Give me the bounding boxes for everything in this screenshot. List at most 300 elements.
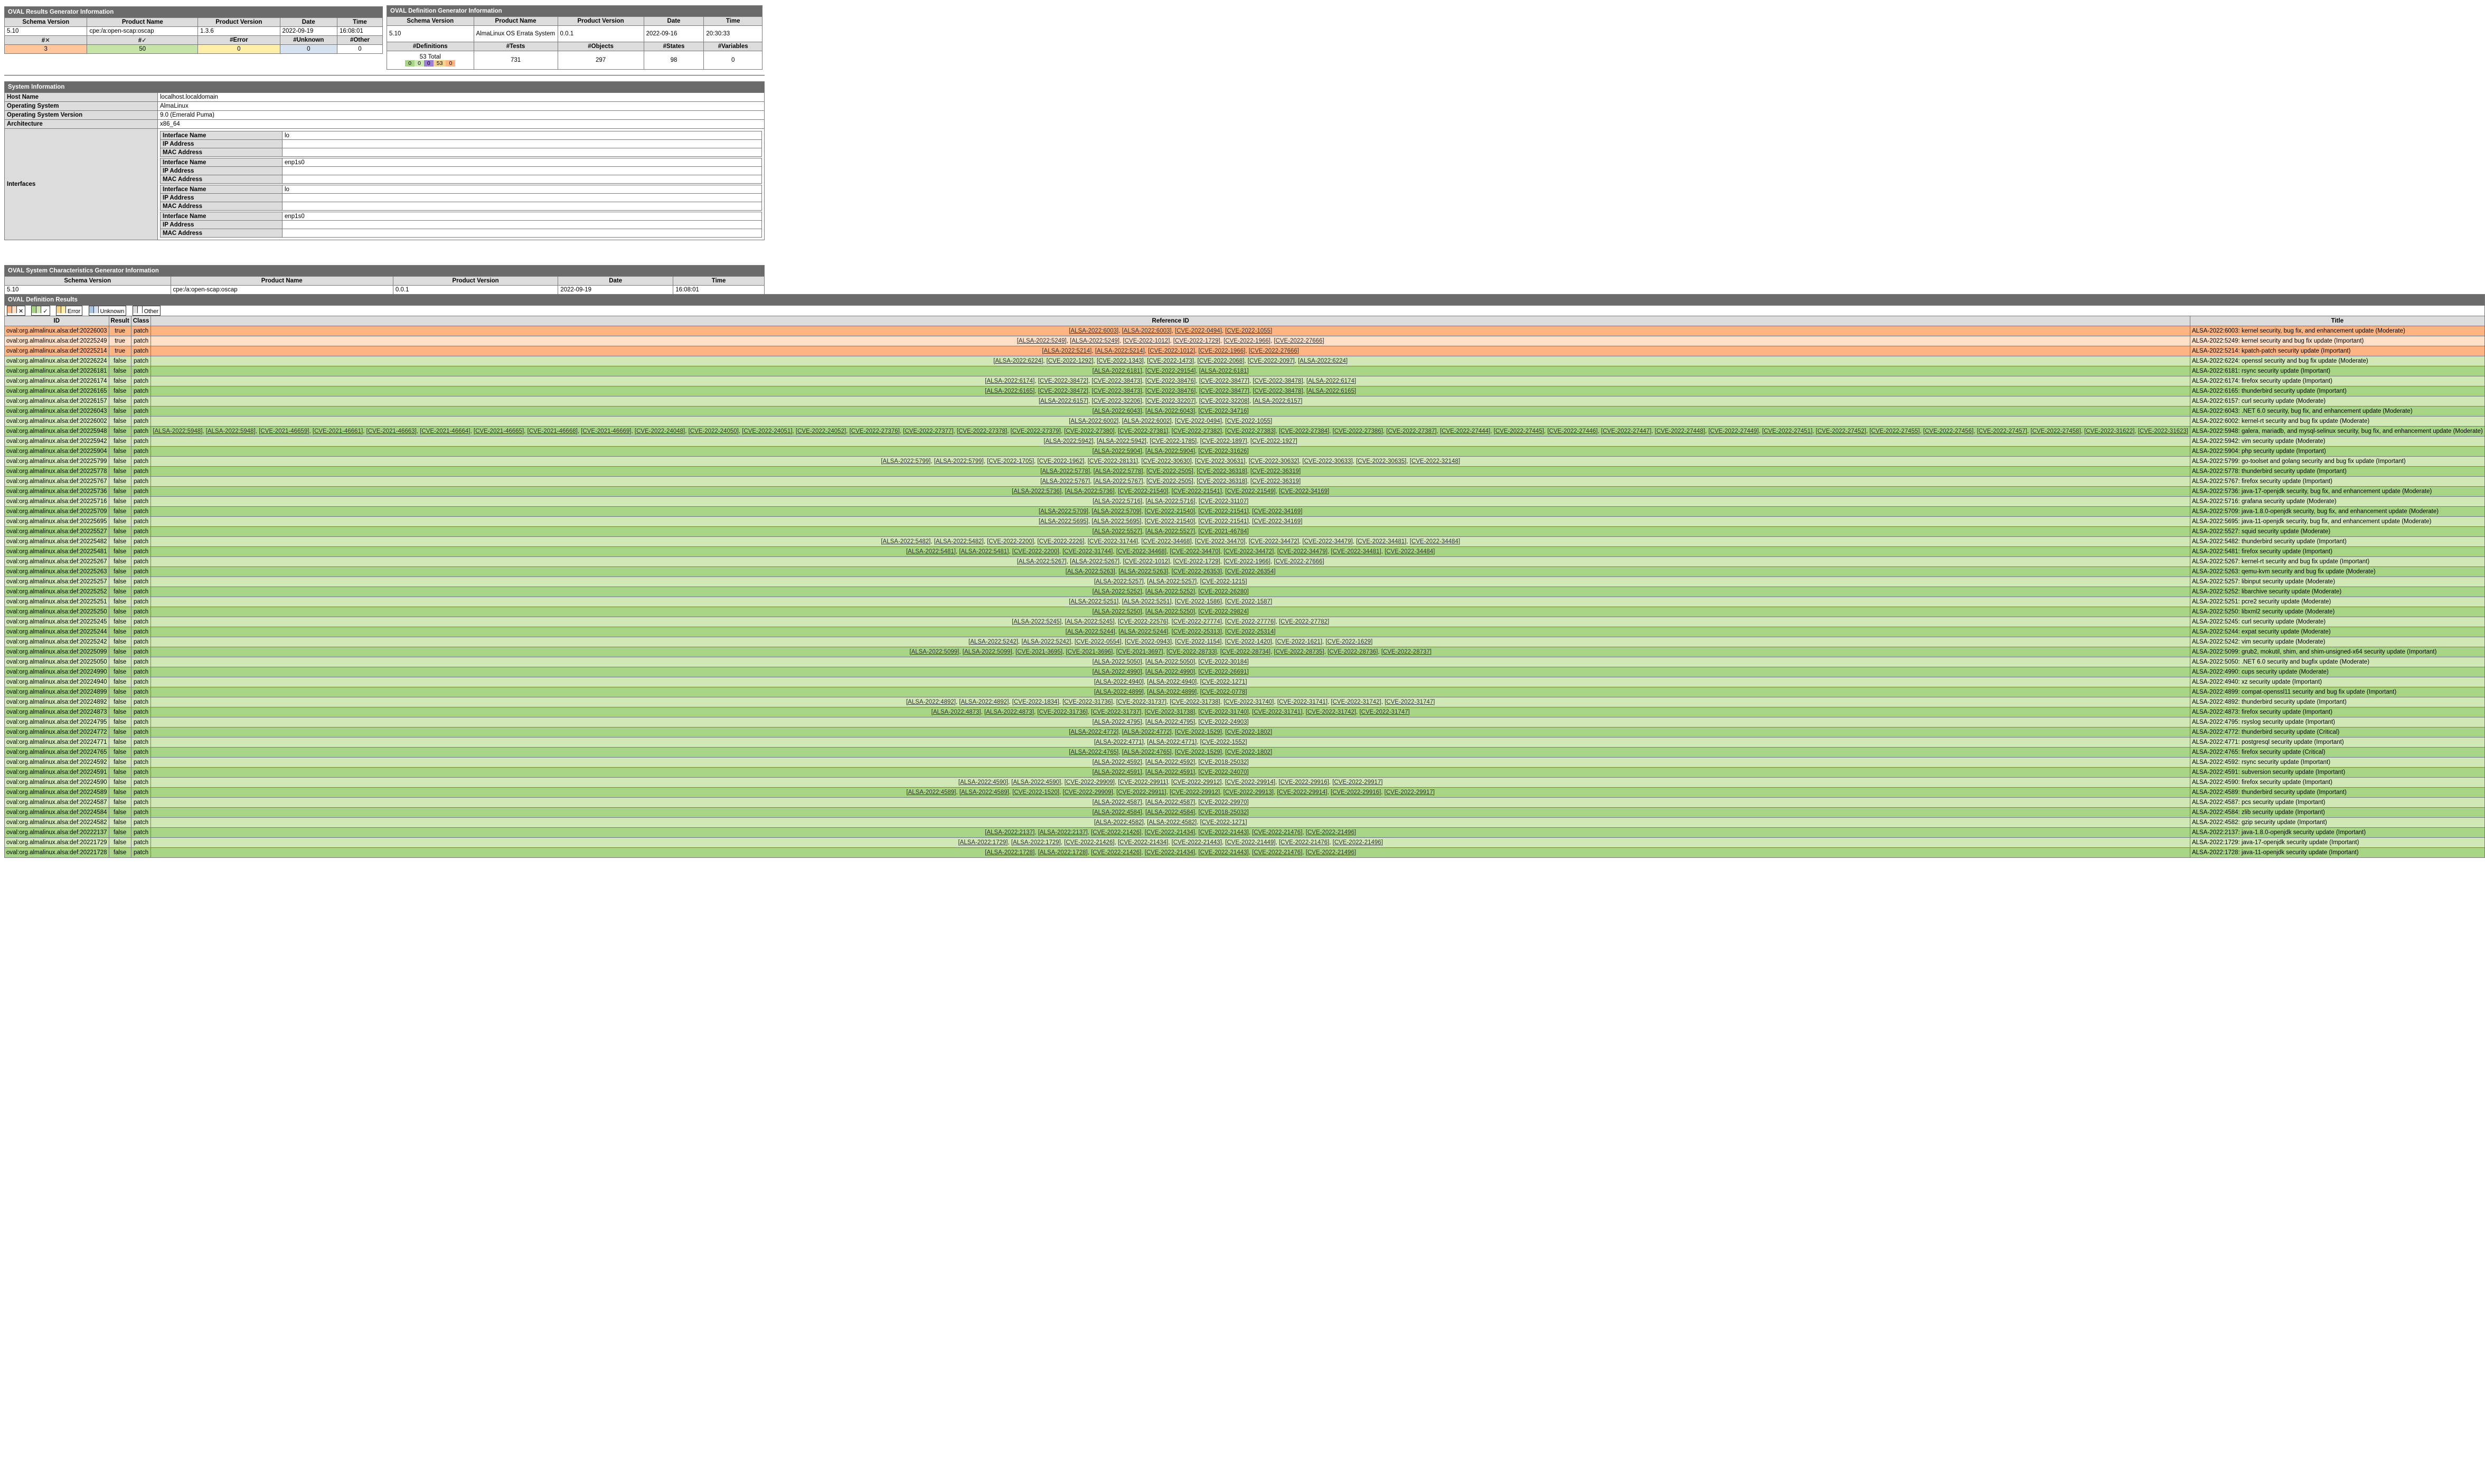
- reference-link[interactable]: CVE-2022-27444: [1442, 428, 1489, 434]
- reference-link[interactable]: CVE-2022-27666: [1250, 347, 1297, 354]
- reference-link[interactable]: CVE-2022-24051: [743, 428, 791, 434]
- reference-link[interactable]: CVE-2022-24070: [1200, 769, 1247, 776]
- reference-link[interactable]: CVE-2022-30184: [1200, 658, 1247, 665]
- reference-link[interactable]: ALSA-2022:6181: [1200, 367, 1247, 374]
- reference-link[interactable]: ALSA-2022:5695: [1093, 518, 1140, 525]
- reference-link[interactable]: ALSA-2022:5904: [1147, 448, 1193, 455]
- reference-link[interactable]: CVE-2022-1897: [1201, 438, 1246, 445]
- reference-link[interactable]: CVE-2022-2226: [1039, 538, 1083, 545]
- reference-link[interactable]: CVE-2022-21443: [1200, 849, 1247, 856]
- reference-link[interactable]: CVE-2022-21541: [1200, 518, 1247, 525]
- reference-link[interactable]: ALSA-2022:5482: [882, 538, 929, 545]
- reference-link[interactable]: CVE-2022-30633: [1304, 458, 1351, 465]
- reference-link[interactable]: CVE-2022-1621: [1277, 638, 1321, 645]
- reference-link[interactable]: ALSA-2022:6224: [1300, 357, 1346, 364]
- reference-link[interactable]: ALSA-2022:5481: [908, 548, 954, 555]
- reference-link[interactable]: CVE-2022-34468: [1143, 538, 1190, 545]
- reference-link[interactable]: CVE-2022-38472: [1039, 387, 1087, 394]
- reference-link[interactable]: CVE-2022-27376: [851, 428, 898, 434]
- legend-error[interactable]: [56, 306, 82, 316]
- reference-link[interactable]: ALSA-2022:6174: [1308, 377, 1354, 384]
- reference-link[interactable]: ALSA-2022:4591: [1094, 769, 1141, 776]
- reference-link[interactable]: CVE-2018-25032: [1200, 809, 1247, 816]
- reference-link[interactable]: ALSA-2022:1729: [1013, 839, 1059, 846]
- reference-link[interactable]: CVE-2022-31738: [1171, 698, 1219, 705]
- reference-link[interactable]: CVE-2022-1629: [1327, 638, 1371, 645]
- reference-link[interactable]: CVE-2022-2097: [1249, 357, 1293, 364]
- reference-link[interactable]: CVE-2022-21443: [1173, 839, 1220, 846]
- reference-link[interactable]: CVE-2022-27377: [905, 428, 952, 434]
- reference-link[interactable]: CVE-2022-25313: [1173, 628, 1220, 635]
- reference-link[interactable]: ALSA-2022:5252: [1094, 588, 1141, 595]
- reference-link[interactable]: CVE-2022-1271: [1201, 678, 1246, 685]
- reference-link[interactable]: CVE-2022-29917: [1386, 789, 1433, 796]
- reference-link[interactable]: ALSA-2022:4771: [1149, 739, 1196, 745]
- reference-link[interactable]: CVE-2022-1587: [1227, 598, 1270, 605]
- reference-link[interactable]: CVE-2021-3695: [1017, 648, 1061, 655]
- reference-link[interactable]: CVE-2018-25032: [1200, 759, 1247, 765]
- reference-link[interactable]: ALSA-2022:5778: [1095, 468, 1142, 475]
- reference-link[interactable]: CVE-2022-28737: [1382, 648, 1430, 655]
- reference-link[interactable]: CVE-2022-26691: [1200, 668, 1247, 675]
- reference-link[interactable]: ALSA-2022:5799: [935, 458, 982, 465]
- reference-link[interactable]: CVE-2022-21540: [1146, 508, 1193, 515]
- reference-link[interactable]: CVE-2022-1215: [1201, 578, 1246, 585]
- reference-link[interactable]: CVE-2022-1529: [1176, 749, 1220, 755]
- reference-link[interactable]: ALSA-2022:5799: [882, 458, 929, 465]
- reference-link[interactable]: ALSA-2022:5242: [1023, 638, 1070, 645]
- reference-link[interactable]: ALSA-2022:4772: [1070, 729, 1117, 735]
- reference-link[interactable]: CVE-2022-21540: [1146, 518, 1193, 525]
- reference-link[interactable]: CVE-2022-1962: [1039, 458, 1083, 465]
- reference-link[interactable]: CVE-2022-1705: [989, 458, 1032, 465]
- reference-link[interactable]: ALSA-2022:5948: [207, 428, 254, 434]
- reference-link[interactable]: ALSA-2022:6002: [1123, 418, 1170, 424]
- reference-link[interactable]: CVE-2021-46669: [582, 428, 630, 434]
- reference-link[interactable]: CVE-2022-27449: [1710, 428, 1757, 434]
- reference-link[interactable]: CVE-2022-1520: [1014, 789, 1058, 796]
- reference-link[interactable]: CVE-2022-27382: [1173, 428, 1220, 434]
- reference-link[interactable]: CVE-2022-38478: [1254, 387, 1302, 394]
- reference-link[interactable]: ALSA-2022:5244: [1120, 628, 1167, 635]
- reference-link[interactable]: CVE-2022-27776: [1227, 618, 1274, 625]
- reference-link[interactable]: CVE-2022-30635: [1358, 458, 1405, 465]
- reference-link[interactable]: CVE-2022-21426: [1066, 839, 1113, 846]
- reference-link[interactable]: CVE-2022-34468: [1117, 548, 1165, 555]
- reference-link[interactable]: ALSA-2022:5099: [964, 648, 1011, 655]
- reference-link[interactable]: ALSA-2022:4589: [908, 789, 955, 796]
- reference-link[interactable]: CVE-2022-1586: [1176, 598, 1220, 605]
- reference-link[interactable]: ALSA-2022:5245: [1066, 618, 1113, 625]
- reference-link[interactable]: ALSA-2022:6043: [1147, 408, 1193, 414]
- reference-link[interactable]: CVE-2022-27381: [1119, 428, 1167, 434]
- reference-link[interactable]: ALSA-2022:4795: [1094, 719, 1141, 725]
- reference-link[interactable]: CVE-2022-29909: [1064, 789, 1112, 796]
- reference-link[interactable]: CVE-2022-1012: [1124, 558, 1169, 565]
- reference-link[interactable]: CVE-2022-31747: [1361, 708, 1408, 715]
- reference-link[interactable]: CVE-2022-1012: [1124, 337, 1169, 344]
- reference-link[interactable]: CVE-2022-31744: [1064, 548, 1112, 555]
- reference-link[interactable]: ALSA-2022:4940: [1149, 678, 1196, 685]
- reference-link[interactable]: CVE-2022-0778: [1201, 688, 1246, 695]
- reference-link[interactable]: ALSA-2022:5050: [1147, 658, 1193, 665]
- reference-link[interactable]: CVE-2022-27445: [1495, 428, 1542, 434]
- reference-link[interactable]: ALSA-2022:5709: [1093, 508, 1140, 515]
- reference-link[interactable]: CVE-2022-26354: [1227, 568, 1274, 575]
- reference-link[interactable]: ALSA-2022:5482: [935, 538, 982, 545]
- reference-link[interactable]: ALSA-2022:4899: [1096, 688, 1142, 695]
- reference-link[interactable]: CVE-2022-1927: [1252, 438, 1296, 445]
- reference-link[interactable]: CVE-2022-38473: [1093, 387, 1141, 394]
- reference-link[interactable]: ALSA-2022:4587: [1094, 799, 1141, 806]
- reference-link[interactable]: ALSA-2022:6181: [1094, 367, 1141, 374]
- reference-link[interactable]: CVE-2022-34169: [1254, 518, 1301, 525]
- reference-link[interactable]: CVE-2022-2200: [989, 538, 1032, 545]
- reference-link[interactable]: ALSA-2022:5249: [1071, 337, 1118, 344]
- reference-link[interactable]: CVE-2021-3696: [1067, 648, 1112, 655]
- reference-link[interactable]: CVE-2022-27383: [1227, 428, 1274, 434]
- reference-link[interactable]: ALSA-2022:5767: [1095, 478, 1142, 485]
- reference-link[interactable]: CVE-2021-46663: [368, 428, 415, 434]
- reference-link[interactable]: CVE-2022-1785: [1151, 438, 1196, 445]
- reference-link[interactable]: CVE-2022-28733: [1168, 648, 1216, 655]
- reference-link[interactable]: CVE-2022-1271: [1201, 819, 1246, 826]
- reference-link[interactable]: CVE-2022-31742: [1307, 708, 1354, 715]
- reference-link[interactable]: CVE-2022-38478: [1254, 377, 1302, 384]
- reference-link[interactable]: ALSA-2022:4765: [1070, 749, 1117, 755]
- reference-link[interactable]: CVE-2022-32206: [1093, 398, 1141, 404]
- reference-link[interactable]: CVE-2022-27457: [1978, 428, 2026, 434]
- reference-link[interactable]: ALSA-2022:5481: [961, 548, 1008, 555]
- reference-link[interactable]: CVE-2022-38472: [1039, 377, 1087, 384]
- reference-link[interactable]: CVE-2022-31623: [2139, 428, 2187, 434]
- reference-link[interactable]: CVE-2022-21476: [1254, 829, 1301, 836]
- reference-link[interactable]: CVE-2022-2505: [1148, 478, 1192, 485]
- reference-link[interactable]: ALSA-2022:5250: [1094, 608, 1141, 615]
- reference-link[interactable]: CVE-2022-31738: [1146, 708, 1193, 715]
- reference-link[interactable]: CVE-2022-38476: [1147, 387, 1194, 394]
- reference-link[interactable]: CVE-2022-1802: [1227, 749, 1270, 755]
- reference-link[interactable]: ALSA-2022:4873: [986, 708, 1032, 715]
- reference-link[interactable]: ALSA-2022:5736: [1013, 488, 1060, 495]
- reference-link[interactable]: CVE-2022-1055: [1227, 418, 1270, 424]
- reference-link[interactable]: CVE-2022-27387: [1388, 428, 1435, 434]
- reference-link[interactable]: ALSA-2022:4591: [1147, 769, 1193, 776]
- reference-link[interactable]: CVE-2022-26353: [1173, 568, 1220, 575]
- reference-link[interactable]: CVE-2022-29917: [1334, 779, 1381, 786]
- reference-link[interactable]: CVE-2022-29154: [1147, 367, 1194, 374]
- reference-link[interactable]: ALSA-2022:5244: [1067, 628, 1114, 635]
- reference-link[interactable]: CVE-2022-31741: [1278, 698, 1326, 705]
- reference-link[interactable]: CVE-2022-27455: [1871, 428, 1918, 434]
- reference-link[interactable]: CVE-2022-27446: [1549, 428, 1596, 434]
- reference-link[interactable]: CVE-2022-27380: [1066, 428, 1113, 434]
- reference-link[interactable]: CVE-2022-29916: [1332, 789, 1380, 796]
- reference-link[interactable]: ALSA-2022:4592: [1147, 759, 1193, 765]
- reference-link[interactable]: ALSA-2022:6165: [986, 387, 1033, 394]
- reference-link[interactable]: ALSA-2022:5695: [1040, 518, 1087, 525]
- reference-link[interactable]: CVE-2021-46668: [529, 428, 576, 434]
- reference-link[interactable]: CVE-2022-32148: [1411, 458, 1458, 465]
- reference-link[interactable]: CVE-2022-38473: [1093, 377, 1141, 384]
- reference-link[interactable]: ALSA-2022:4873: [933, 708, 980, 715]
- reference-link[interactable]: CVE-2022-31622: [2086, 428, 2133, 434]
- reference-link[interactable]: CVE-2022-30632: [1250, 458, 1297, 465]
- reference-link[interactable]: ALSA-2022:1729: [959, 839, 1006, 846]
- reference-link[interactable]: ALSA-2022:5250: [1147, 608, 1193, 615]
- reference-link[interactable]: ALSA-2022:2137: [1039, 829, 1086, 836]
- reference-link[interactable]: CVE-2022-31736: [1039, 708, 1086, 715]
- reference-link[interactable]: CVE-2022-29913: [1225, 789, 1272, 796]
- reference-link[interactable]: CVE-2022-0494: [1176, 418, 1220, 424]
- reference-link[interactable]: CVE-2022-36319: [1252, 468, 1299, 475]
- reference-link[interactable]: CVE-2022-22576: [1119, 618, 1167, 625]
- reference-link[interactable]: ALSA-2022:5527: [1094, 528, 1141, 535]
- reference-link[interactable]: ALSA-2022:6043: [1094, 408, 1141, 414]
- reference-link[interactable]: CVE-2022-34716: [1200, 408, 1247, 414]
- reference-link[interactable]: CVE-2022-21476: [1281, 839, 1328, 846]
- reference-link[interactable]: CVE-2022-29914: [1227, 779, 1274, 786]
- reference-link[interactable]: CVE-2022-34481: [1332, 548, 1380, 555]
- reference-link[interactable]: CVE-2021-46665: [475, 428, 522, 434]
- reference-link[interactable]: ALSA-2022:4899: [1149, 688, 1196, 695]
- reference-link[interactable]: CVE-2022-21443: [1200, 829, 1247, 836]
- reference-link[interactable]: CVE-2022-1729: [1175, 558, 1219, 565]
- reference-link[interactable]: CVE-2022-27448: [1656, 428, 1703, 434]
- reference-link[interactable]: ALSA-2022:1728: [986, 849, 1033, 856]
- reference-link[interactable]: CVE-2022-1473: [1149, 357, 1192, 364]
- reference-link[interactable]: CVE-2022-32208: [1200, 398, 1248, 404]
- reference-link[interactable]: CVE-2022-1420: [1227, 638, 1270, 645]
- reference-link[interactable]: CVE-2022-34470: [1197, 538, 1244, 545]
- reference-link[interactable]: ALSA-2022:5942: [1045, 438, 1092, 445]
- reference-link[interactable]: CVE-2022-29824: [1200, 608, 1247, 615]
- reference-link[interactable]: CVE-2022-36318: [1198, 468, 1246, 475]
- reference-link[interactable]: CVE-2022-28131: [1089, 458, 1136, 465]
- reference-link[interactable]: CVE-2022-21496: [1307, 849, 1354, 856]
- reference-link[interactable]: CVE-2022-34484: [1411, 538, 1458, 545]
- reference-link[interactable]: ALSA-2022:5249: [1018, 337, 1065, 344]
- reference-link[interactable]: ALSA-2022:6002: [1070, 418, 1117, 424]
- reference-link[interactable]: CVE-2022-1729: [1175, 337, 1219, 344]
- reference-link[interactable]: CVE-2022-1966: [1200, 347, 1244, 354]
- reference-link[interactable]: CVE-2022-21496: [1307, 829, 1354, 836]
- reference-link[interactable]: CVE-2022-21476: [1254, 849, 1301, 856]
- reference-link[interactable]: CVE-2022-38476: [1147, 377, 1194, 384]
- reference-link[interactable]: ALSA-2022:5050: [1094, 658, 1141, 665]
- reference-link[interactable]: CVE-2022-34479: [1278, 548, 1326, 555]
- reference-link[interactable]: CVE-2022-21434: [1146, 829, 1193, 836]
- reference-link[interactable]: CVE-2022-31107: [1200, 498, 1247, 505]
- reference-link[interactable]: ALSA-2022:4592: [1094, 759, 1141, 765]
- reference-link[interactable]: ALSA-2022:4795: [1147, 719, 1193, 725]
- reference-link[interactable]: ALSA-2022:4892: [908, 698, 954, 705]
- reference-link[interactable]: CVE-2022-29909: [1066, 779, 1113, 786]
- reference-link[interactable]: ALSA-2022:5948: [154, 428, 201, 434]
- reference-link[interactable]: CVE-2022-28734: [1221, 648, 1269, 655]
- reference-link[interactable]: ALSA-2022:5267: [1018, 558, 1065, 565]
- reference-link[interactable]: ALSA-2022:5214: [1096, 347, 1143, 354]
- reference-link[interactable]: ALSA-2022:5527: [1147, 528, 1193, 535]
- reference-link[interactable]: CVE-2022-1966: [1225, 337, 1269, 344]
- reference-link[interactable]: CVE-2022-34472: [1225, 548, 1273, 555]
- reference-link[interactable]: ALSA-2022:5257: [1096, 578, 1142, 585]
- reference-link[interactable]: CVE-2022-29912: [1173, 779, 1220, 786]
- reference-link[interactable]: CVE-2021-3697: [1117, 648, 1162, 655]
- reference-link[interactable]: ALSA-2022:4771: [1096, 739, 1142, 745]
- reference-link[interactable]: CVE-2022-36319: [1252, 478, 1299, 485]
- reference-link[interactable]: ALSA-2022:5778: [1042, 468, 1088, 475]
- reference-link[interactable]: CVE-2022-27666: [1275, 558, 1323, 565]
- reference-link[interactable]: ALSA-2022:4765: [1123, 749, 1170, 755]
- reference-link[interactable]: CVE-2022-1552: [1201, 739, 1246, 745]
- reference-link[interactable]: CVE-2022-2068: [1199, 357, 1243, 364]
- reference-link[interactable]: CVE-2022-32207: [1147, 398, 1194, 404]
- reference-link[interactable]: ALSA-2022:6003: [1123, 327, 1170, 334]
- reference-link[interactable]: CVE-2022-24050: [690, 428, 737, 434]
- reference-link[interactable]: ALSA-2022:5251: [1070, 598, 1117, 605]
- reference-link[interactable]: ALSA-2022:5709: [1040, 508, 1087, 515]
- reference-link[interactable]: CVE-2022-34484: [1386, 548, 1434, 555]
- reference-link[interactable]: CVE-2022-31626: [1200, 448, 1247, 455]
- reference-link[interactable]: CVE-2022-1802: [1227, 729, 1270, 735]
- legend-unknown[interactable]: [89, 306, 127, 316]
- reference-link[interactable]: CVE-2022-34479: [1304, 538, 1351, 545]
- reference-link[interactable]: CVE-2022-27447: [1603, 428, 1650, 434]
- reference-link[interactable]: ALSA-2022:5263: [1067, 568, 1114, 575]
- reference-link[interactable]: CVE-2022-31742: [1332, 698, 1380, 705]
- reference-link[interactable]: ALSA-2022:5251: [1123, 598, 1170, 605]
- reference-link[interactable]: ALSA-2022:6165: [1308, 387, 1354, 394]
- reference-link[interactable]: CVE-2022-29911: [1119, 779, 1166, 786]
- legend-other[interactable]: [133, 306, 161, 316]
- reference-link[interactable]: CVE-2022-24048: [636, 428, 683, 434]
- reference-link[interactable]: CVE-2022-0554: [1076, 638, 1120, 645]
- reference-link[interactable]: CVE-2022-30631: [1197, 458, 1244, 465]
- reference-link[interactable]: ALSA-2022:6003: [1070, 327, 1117, 334]
- reference-link[interactable]: CVE-2022-27458: [2032, 428, 2079, 434]
- reference-link[interactable]: ALSA-2022:4587: [1147, 799, 1193, 806]
- reference-link[interactable]: CVE-2022-30630: [1143, 458, 1190, 465]
- reference-link[interactable]: CVE-2022-2505: [1148, 468, 1192, 475]
- reference-link[interactable]: CVE-2022-29970: [1200, 799, 1247, 806]
- legend-pass[interactable]: [31, 306, 50, 316]
- reference-link[interactable]: ALSA-2022:5267: [1071, 558, 1118, 565]
- reference-link[interactable]: CVE-2022-0943: [1126, 638, 1170, 645]
- reference-link[interactable]: CVE-2022-31737: [1093, 708, 1140, 715]
- reference-link[interactable]: CVE-2022-27782: [1281, 618, 1328, 625]
- reference-link[interactable]: ALSA-2022:5245: [1013, 618, 1060, 625]
- reference-link[interactable]: CVE-2022-2200: [1013, 548, 1058, 555]
- reference-link[interactable]: ALSA-2022:4990: [1147, 668, 1193, 675]
- reference-link[interactable]: CVE-2022-31740: [1225, 698, 1273, 705]
- reference-link[interactable]: ALSA-2022:5716: [1094, 498, 1141, 505]
- reference-link[interactable]: ALSA-2022:5716: [1147, 498, 1194, 505]
- reference-link[interactable]: CVE-2022-1055: [1227, 327, 1270, 334]
- reference-link[interactable]: CVE-2022-21434: [1119, 839, 1167, 846]
- reference-link[interactable]: ALSA-2022:4590: [1013, 779, 1060, 786]
- reference-link[interactable]: ALSA-2022:5904: [1094, 448, 1141, 455]
- reference-link[interactable]: CVE-2022-21549: [1227, 488, 1274, 495]
- reference-link[interactable]: CVE-2022-27774: [1173, 618, 1220, 625]
- reference-link[interactable]: CVE-2022-27378: [958, 428, 1005, 434]
- reference-link[interactable]: CVE-2022-1012: [1150, 347, 1193, 354]
- reference-link[interactable]: ALSA-2022:6157: [1254, 398, 1301, 404]
- reference-link[interactable]: CVE-2021-46784: [1200, 528, 1247, 535]
- reference-link[interactable]: ALSA-2022:4584: [1147, 809, 1193, 816]
- reference-link[interactable]: CVE-2022-27452: [1817, 428, 1865, 434]
- reference-link[interactable]: CVE-2022-21449: [1227, 839, 1274, 846]
- reference-link[interactable]: CVE-2022-28735: [1275, 648, 1323, 655]
- reference-link[interactable]: ALSA-2022:6174: [986, 377, 1033, 384]
- reference-link[interactable]: ALSA-2022:4892: [961, 698, 1008, 705]
- reference-link[interactable]: ALSA-2022:6157: [1040, 398, 1087, 404]
- reference-link[interactable]: ALSA-2022:5214: [1043, 347, 1090, 354]
- reference-link[interactable]: CVE-2022-29914: [1278, 789, 1326, 796]
- reference-link[interactable]: CVE-2022-21434: [1146, 849, 1193, 856]
- reference-link[interactable]: CVE-2022-24903: [1200, 719, 1247, 725]
- reference-link[interactable]: CVE-2022-31740: [1200, 708, 1247, 715]
- reference-link[interactable]: ALSA-2022:4772: [1123, 729, 1170, 735]
- reference-link[interactable]: ALSA-2022:1728: [1039, 849, 1086, 856]
- reference-link[interactable]: CVE-2022-1154: [1176, 638, 1220, 645]
- reference-link[interactable]: CVE-2022-0494: [1176, 327, 1220, 334]
- reference-link[interactable]: CVE-2022-31747: [1386, 698, 1434, 705]
- reference-link[interactable]: ALSA-2022:5242: [970, 638, 1016, 645]
- reference-link[interactable]: ALSA-2022:4582: [1149, 819, 1196, 826]
- reference-link[interactable]: CVE-2022-25314: [1227, 628, 1274, 635]
- reference-link[interactable]: ALSA-2022:5736: [1066, 488, 1113, 495]
- reference-link[interactable]: ALSA-2022:4584: [1094, 809, 1141, 816]
- reference-link[interactable]: CVE-2022-34481: [1358, 538, 1405, 545]
- reference-link[interactable]: CVE-2022-27456: [1925, 428, 1972, 434]
- reference-link[interactable]: CVE-2022-36318: [1198, 478, 1246, 485]
- reference-link[interactable]: ALSA-2022:2137: [986, 829, 1033, 836]
- reference-link[interactable]: CVE-2022-34470: [1171, 548, 1219, 555]
- reference-link[interactable]: ALSA-2022:4582: [1096, 819, 1142, 826]
- reference-link[interactable]: CVE-2022-31741: [1254, 708, 1301, 715]
- legend-fail[interactable]: [7, 306, 25, 316]
- reference-link[interactable]: ALSA-2022:5099: [911, 648, 958, 655]
- reference-link[interactable]: ALSA-2022:4589: [961, 789, 1008, 796]
- reference-link[interactable]: CVE-2022-21541: [1173, 488, 1220, 495]
- reference-link[interactable]: ALSA-2022:4940: [1096, 678, 1142, 685]
- reference-link[interactable]: CVE-2022-27666: [1275, 337, 1323, 344]
- reference-link[interactable]: CVE-2022-28736: [1329, 648, 1377, 655]
- reference-link[interactable]: CVE-2022-27379: [1012, 428, 1059, 434]
- reference-link[interactable]: CVE-2022-38477: [1200, 387, 1248, 394]
- reference-link[interactable]: ALSA-2022:6224: [995, 357, 1042, 364]
- reference-link[interactable]: CVE-2022-26280: [1200, 588, 1247, 595]
- reference-link[interactable]: CVE-2022-31736: [1064, 698, 1112, 705]
- reference-link[interactable]: CVE-2022-34169: [1254, 508, 1301, 515]
- reference-link[interactable]: CVE-2022-21540: [1119, 488, 1167, 495]
- reference-link[interactable]: CVE-2022-21426: [1093, 849, 1140, 856]
- reference-link[interactable]: ALSA-2022:5767: [1042, 478, 1088, 485]
- reference-link[interactable]: CVE-2021-46661: [314, 428, 361, 434]
- reference-link[interactable]: CVE-2022-29916: [1280, 779, 1328, 786]
- reference-link[interactable]: CVE-2022-1529: [1176, 729, 1220, 735]
- reference-link[interactable]: CVE-2021-46664: [421, 428, 469, 434]
- reference-link[interactable]: CVE-2022-27451: [1764, 428, 1811, 434]
- reference-link[interactable]: CVE-2022-1292: [1048, 357, 1092, 364]
- reference-link[interactable]: CVE-2022-1343: [1098, 357, 1142, 364]
- reference-link[interactable]: ALSA-2022:5252: [1147, 588, 1193, 595]
- reference-link[interactable]: CVE-2022-1834: [1013, 698, 1058, 705]
- reference-link[interactable]: CVE-2022-34169: [1281, 488, 1328, 495]
- reference-link[interactable]: ALSA-2022:4590: [960, 779, 1006, 786]
- reference-link[interactable]: CVE-2022-21496: [1334, 839, 1381, 846]
